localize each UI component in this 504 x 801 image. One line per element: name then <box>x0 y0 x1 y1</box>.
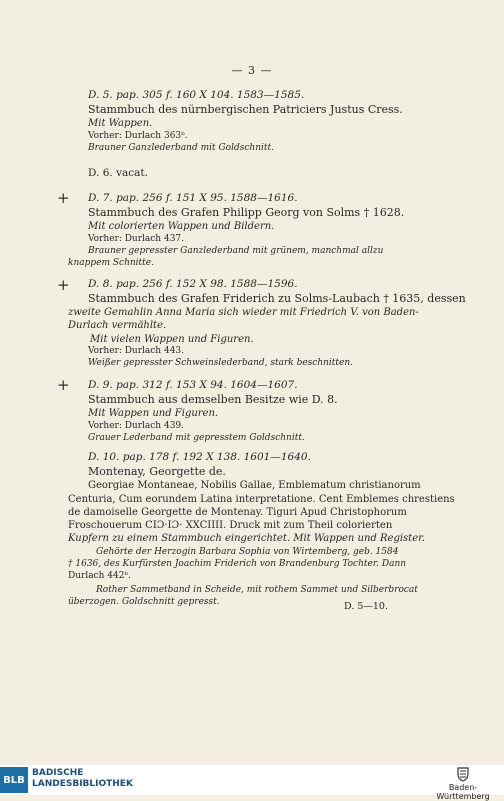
entry-line: zweite Gemahlin Anna Maria sich wieder mit Friedrich V. von Baden- <box>68 307 419 318</box>
entry-line: Mit Wappen und Figuren. <box>88 408 219 419</box>
entry-line: Stammbuch des Grafen Philipp Georg von Solms † 1628. <box>88 206 405 219</box>
entry-heading: D. 7. pap. 256 f. 151 X 95. 1588—1616. <box>88 192 298 204</box>
entry-line: Weißer gepresster Schweinslederband, stark beschnitten. <box>88 358 354 368</box>
entry-line: Vorher: Durlach 439. <box>88 421 185 431</box>
entry-line: Kupfern zu einem Stammbuch eingerichtet. Mit Wappen und Register. <box>68 533 425 544</box>
margin-cross-mark: + <box>57 376 70 394</box>
entry-line: Gehörte der Herzogin Barbara Sophia von Wirtemberg, geb. 1584 <box>96 547 399 557</box>
entry-line: Rother Sammetband in Scheide, mit rothem Sammet und Silberbrocat <box>96 585 418 595</box>
entry-line: Mit Wappen. <box>88 118 153 129</box>
state-name: Baden-Württemberg <box>436 783 490 801</box>
entry-heading: D. 8. pap. 256 f. 152 X 98. 1588—1596. <box>88 278 298 290</box>
entry-line: Vorher: Durlach 437. <box>88 234 185 244</box>
entry-heading: D. 5. pap. 305 f. 160 X 104. 1583—1585. <box>88 89 305 101</box>
blb-logo[interactable]: BLB <box>0 767 28 793</box>
entry-line: Stammbuch des nürnbergischen Patriciers Justus Cress. <box>88 103 403 116</box>
entry-line: Stammbuch des Grafen Friderich zu Solms-Laubach † 1635, dessen <box>88 292 466 305</box>
entry-line: Brauner Ganzlederband mit Goldschnitt. <box>88 143 274 153</box>
entry-line: knappem Schnitte. <box>68 258 154 268</box>
range-reference: D. 5—10. <box>344 601 388 612</box>
entry-line: Grauer Lederband mit gepresstem Goldschnitt. <box>88 433 305 443</box>
entry-line: † 1636, des Kurfürsten Joachim Friderich von Brandenburg Tochter. Dann <box>68 559 407 569</box>
entry-line: Stammbuch aus demselben Besitze wie D. 8. <box>88 393 338 406</box>
state-logo[interactable] <box>428 766 498 801</box>
page-number: — 3 — <box>231 64 273 77</box>
entry-line: Durlach vermählte. <box>68 320 167 331</box>
entry-line: Centuria, Cum eorundem Latina interpretatione. Cent Emblemes chrestiens <box>68 494 455 505</box>
entry-line: überzogen. Goldschnitt gepresst. <box>68 597 220 607</box>
coat-of-arms-icon <box>456 766 470 782</box>
entry-line: Brauner gepresster Ganzlederband mit grünem, manchmal allzu <box>88 246 384 256</box>
entry-line: Vorher: Durlach 363ᵇ. <box>88 131 188 141</box>
library-name-line2: LANDESBIBLIOTHEK <box>32 779 133 789</box>
margin-cross-mark: + <box>57 276 70 294</box>
entry-heading: D. 6. vacat. <box>88 167 148 179</box>
entry-line: Mit colorierten Wappen und Bildern. <box>88 221 275 232</box>
entry-line: Mit vielen Wappen und Figuren. <box>90 334 254 345</box>
entry-line: Montenay, Georgette de. <box>88 465 226 478</box>
entry-line: Durlach 442ᵇ. <box>68 571 131 581</box>
entry-line: Froschouerum CIƆ·IƆ· XXCIIII. Druck mit zum Theil colorierten <box>68 520 393 531</box>
library-name[interactable] <box>32 768 133 790</box>
entry-heading: D. 9. pap. 312 f. 153 X 94. 1604—1607. <box>88 379 298 391</box>
entry-line: Vorher: Durlach 443. <box>88 346 185 356</box>
entry-line: de damoiselle Georgette de Montenay. Tiguri Apud Christophorum <box>68 507 407 518</box>
entry-heading: D. 10. pap. 178 f. 192 X 138. 1601—1640. <box>88 451 311 463</box>
library-name-line1: BADISCHE <box>32 768 84 778</box>
entry-line: Georgiae Montaneae, Nobilis Gallae, Emblematum christianorum <box>88 480 421 491</box>
margin-cross-mark: + <box>57 189 70 207</box>
